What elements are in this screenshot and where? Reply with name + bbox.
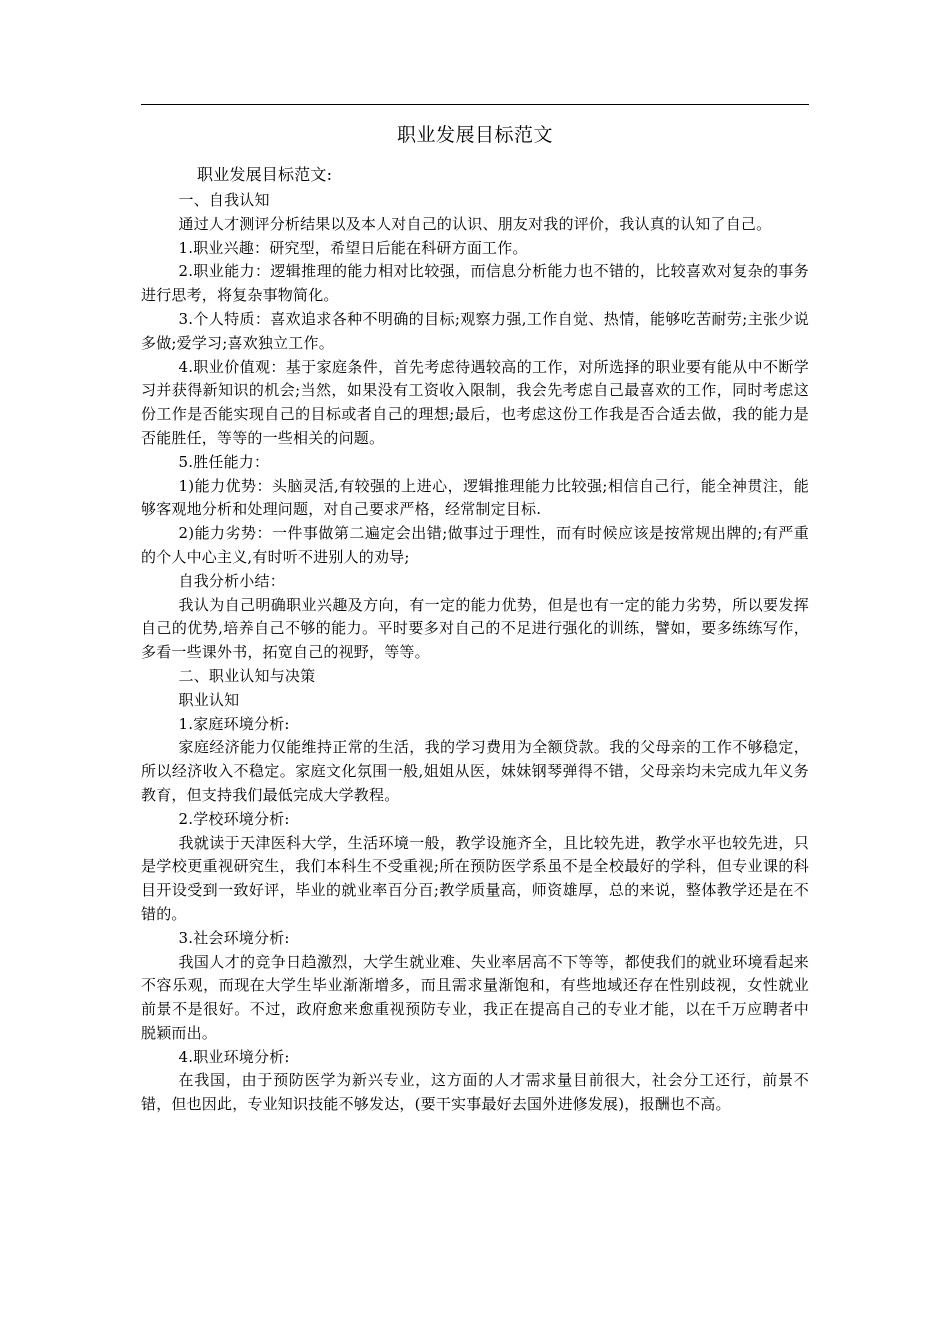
document-body [141, 163, 809, 1117]
paragraph: 3.个人特质：喜欢追求各种不明确的目标;观察力强,工作自觉、热情，能够吃苦耐劳;主张少说多做;爱学习;喜欢独立工作。 [141, 309, 809, 352]
paragraph: 2)能力劣势：一件事做第二遍定会出错;做事过于理性，而有时候应该是按常规出牌的;有严重的个人中心主义,有时听不进别人的劝导; [141, 524, 809, 566]
paragraph: 1)能力优势：头脑灵活,有较强的上进心，逻辑推理能力比较强;相信自己行，能全神贯注，能够客观地分析和处理问题，对自己要求严格，经常制定目标. [141, 476, 809, 519]
subheading: 自我分析小结： [178, 571, 285, 590]
paragraph: 在我国，由于预防医学为新兴专业，这方面的人才需求量目前很大，社会分工还行，前景不错，但也因此，专业知识技能不够发达，(要干实事最好去国外进修发展)，报酬也不高。 [141, 1071, 809, 1114]
section-heading: 一、自我认知 [178, 191, 270, 209]
subheading: 2.学校环境分析: [178, 809, 290, 828]
subheading: 5.胜任能力： [178, 452, 270, 471]
subheading: 3.社会环境分析: [178, 928, 290, 947]
paragraph: 我就读于天津医科大学，生活环境一般，教学设施齐全，且比较先进，教学水平也较先进，只是学校更重视研究生，我们本科生不受重视;所在预防医学系虽不是全校最好的学科，但专业课的科目开设受到一致好评，毕业的就业率百分百;教学质量高，师资雄厚，总的来说，整体教学还是在不错的。 [141, 833, 809, 923]
section-heading: 二、职业认知与决策 [178, 666, 316, 685]
paragraph: 1.职业兴趣：研究型，希望日后能在科研方面工作。 [178, 238, 528, 257]
subheading: 4.职业环境分析: [178, 1047, 290, 1066]
paragraph: 2.职业能力：逻辑推理的能力相对比较强，而信息分析能力也不错的，比较喜欢对复杂的事务进行思考，将复杂事物简化。 [141, 262, 809, 305]
paragraph: 4.职业价值观：基于家庭条件，首先考虑待遇较高的工作，对所选择的职业要有能从中不断学习并获得新知识的机会;当然，如果没有工资收入限制，我会先考虑自己最喜欢的工作，同时考虑这份工作是否能实现自己的目标或者自己的理想;最后，也考虑这份工作我是否合适去做，我的能力是否能胜任，等等的一些相关的问题。 [141, 357, 809, 447]
document-title: 职业发展目标范文 [396, 124, 553, 146]
paragraph: 家庭经济能力仅能维持正常的生活，我的学习费用为全额贷款。我的父母亲的工作不够稳定，所以经济收入不稳定。家庭文化氛围一般,姐姐从医，妹妹钢琴弹得不错，父母亲均未完成九年义务教育，但支持我们最低完成大学教程。 [141, 738, 809, 804]
paragraph: 通过人才测评分析结果以及本人对自己的认识、朋友对我的评价，我认真的认知了自己。 [178, 214, 772, 233]
subheading: 职业认知 [178, 690, 240, 709]
document-lead: 职业发展目标范文: [197, 165, 333, 184]
subheading: 1.家庭环境分析: [178, 714, 290, 733]
paragraph: 我认为自己明确职业兴趣及方向，有一定的能力优势，但是也有一定的能力劣势，所以要发挥自己的优势,培养自己不够的能力。平时要多对自己的不足进行强化的训练，譬如，要多练练写作，多看一些课外书，拓宽自己的视野，等等。 [141, 595, 809, 662]
paragraph: 我国人才的竞争日趋激烈，大学生就业难、失业率居高不下等等，都使我们的就业环境看起来不容乐观，而现在大学生毕业渐渐增多，而且需求量渐饱和，有些地域还存在性别歧视，女性就业前景不是很好。不过，政府愈来愈重视预防专业，我正在提高自己的专业才能，以在千万应聘者中脱颖而出。 [141, 952, 809, 1042]
header-rule [141, 104, 809, 105]
